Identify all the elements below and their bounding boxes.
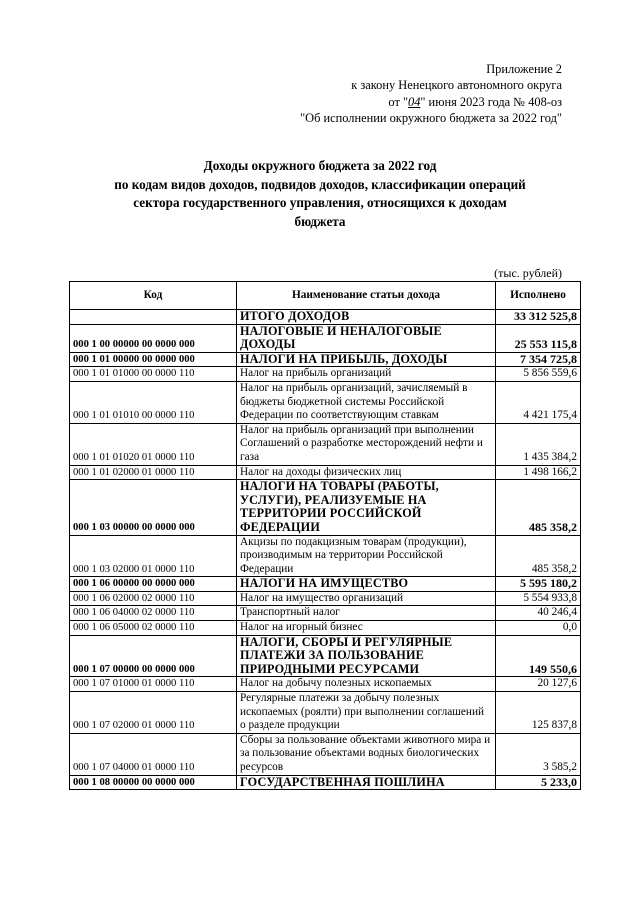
table-header-row	[70, 282, 581, 310]
cell-name: НАЛОГИ, СБОРЫ И РЕГУЛЯРНЫЕ ПЛАТЕЖИ ЗА ПОЛЬЗОВАНИЕ ПРИРОДНЫМИ РЕСУРСАМИ	[237, 635, 496, 677]
table-row	[70, 310, 581, 325]
appendix-header	[300, 61, 562, 127]
cell-code: 000 1 07 00000 00 0000 000	[70, 635, 237, 677]
cell-name: Налог на прибыль организаций	[237, 367, 496, 382]
table-row	[70, 692, 581, 734]
cell-code: 000 1 07 01000 01 0000 110	[70, 677, 237, 692]
cell-code: 000 1 01 01020 01 0000 110	[70, 423, 237, 465]
table-row	[70, 775, 581, 790]
cell-code: 000 1 01 01010 00 0000 110	[70, 381, 237, 423]
title-line-4: бюджета	[294, 213, 346, 229]
cell-code: 000 1 06 05000 02 0000 110	[70, 621, 237, 636]
table-row	[70, 733, 581, 775]
cell-amount: 5 856 559,6	[496, 367, 581, 382]
title-line-3: сектора государственного управления, относящихся к доходам	[133, 195, 507, 210]
table-row	[70, 367, 581, 382]
appendix-number: Приложение 2	[486, 62, 562, 76]
column-header-name: Наименование статьи дохода	[237, 282, 496, 310]
law-date	[300, 94, 562, 110]
table-row	[70, 577, 581, 592]
cell-amount: 5 233,0	[496, 775, 581, 790]
cell-name: НАЛОГОВЫЕ И НЕНАЛОГОВЫЕ ДОХОДЫ	[237, 324, 496, 352]
column-header-code: Код	[70, 282, 237, 310]
cell-name: Акцизы по подакцизным товарам (продукции), производимым на территории Российской Федерации	[237, 535, 496, 577]
law-title: "Об исполнении окружного бюджета за 2022 год"	[300, 111, 562, 126]
cell-amount: 485 358,2	[496, 535, 581, 577]
cell-amount: 33 312 525,8	[496, 310, 581, 325]
cell-name: Налог на доходы физических лиц	[237, 465, 496, 480]
cell-name: Налог на прибыль организаций, зачисляемый в бюджеты бюджетной системы Российской Федерации по соответствующим ставкам	[237, 381, 496, 423]
cell-code: 000 1 01 02000 01 0000 110	[70, 465, 237, 480]
cell-amount: 40 246,4	[496, 606, 581, 621]
cell-name: Налог на имущество организаций	[237, 591, 496, 606]
cell-amount: 5 554 933,8	[496, 591, 581, 606]
table-row	[70, 591, 581, 606]
cell-code: 000 1 03 02000 01 0000 110	[70, 535, 237, 577]
table-row	[70, 621, 581, 636]
cell-amount: 125 837,8	[496, 692, 581, 734]
law-date-prefix: от "	[388, 94, 409, 109]
document-title	[80, 157, 560, 231]
table-row	[70, 324, 581, 352]
table-row	[70, 606, 581, 621]
cell-amount: 4 421 175,4	[496, 381, 581, 423]
table-row	[70, 423, 581, 465]
cell-code: 000 1 01 00000 00 0000 000	[70, 352, 237, 367]
income-table	[69, 281, 581, 790]
table-row	[70, 465, 581, 480]
cell-name: ГОСУДАРСТВЕННАЯ ПОШЛИНА	[237, 775, 496, 790]
cell-code: 000 1 07 02000 01 0000 110	[70, 692, 237, 734]
cell-name: Налог на прибыль организаций при выполнении Соглашений о разработке месторождений нефти и газа	[237, 423, 496, 465]
cell-amount: 5 595 180,2	[496, 577, 581, 592]
cell-name: НАЛОГИ НА ТОВАРЫ (РАБОТЫ, УСЛУГИ), РЕАЛИЗУЕМЫЕ НА ТЕРРИТОРИИ РОССИЙСКОЙ ФЕДЕРАЦИИ	[237, 480, 496, 535]
cell-amount: 7 354 725,8	[496, 352, 581, 367]
cell-name: ИТОГО ДОХОДОВ	[237, 310, 496, 325]
cell-code: 000 1 06 02000 02 0000 110	[70, 591, 237, 606]
table-row	[70, 352, 581, 367]
cell-code: 000 1 06 04000 02 0000 110	[70, 606, 237, 621]
cell-code	[70, 310, 237, 325]
cell-name: Регулярные платежи за добычу полезных ископаемых (роялти) при выполнении соглашений о разделе продукции	[237, 692, 496, 734]
cell-name: НАЛОГИ НА ИМУЩЕСТВО	[237, 577, 496, 592]
cell-code: 000 1 03 00000 00 0000 000	[70, 480, 237, 535]
title-line-2: по кодам видов доходов, подвидов доходов, классификации операций	[114, 176, 526, 192]
cell-amount: 485 358,2	[496, 480, 581, 535]
cell-name: НАЛОГИ НА ПРИБЫЛЬ, ДОХОДЫ	[237, 352, 496, 367]
law-date-day: 04	[408, 94, 421, 109]
cell-amount: 149 550,6	[496, 635, 581, 677]
table-row	[70, 635, 581, 677]
cell-amount: 0,0	[496, 621, 581, 636]
law-date-suffix: " июня 2023 года № 408-оз	[420, 94, 562, 109]
cell-amount: 3 585,2	[496, 733, 581, 775]
units-label: (тыс. рублей)	[494, 266, 562, 280]
table-row	[70, 381, 581, 423]
table-row	[70, 480, 581, 535]
cell-name: Сборы за пользование объектами животного мира и за пользование объектами водных биологических ресурсов	[237, 733, 496, 775]
title-line-1: Доходы окружного бюджета за 2022 год	[203, 158, 437, 173]
cell-code: 000 1 06 00000 00 0000 000	[70, 577, 237, 592]
cell-code: 000 1 00 00000 00 0000 000	[70, 324, 237, 352]
cell-name: Транспортный налог	[237, 606, 496, 621]
cell-amount: 25 553 115,8	[496, 324, 581, 352]
cell-amount: 20 127,6	[496, 677, 581, 692]
law-reference: к закону Ненецкого автономного округа	[351, 78, 562, 93]
cell-name: Налог на игорный бизнес	[237, 621, 496, 636]
table-row	[70, 535, 581, 577]
cell-code: 000 1 08 00000 00 0000 000	[70, 775, 237, 790]
table-row	[70, 677, 581, 692]
cell-name: Налог на добычу полезных ископаемых	[237, 677, 496, 692]
cell-amount: 1 498 166,2	[496, 465, 581, 480]
cell-code: 000 1 07 04000 01 0000 110	[70, 733, 237, 775]
cell-code: 000 1 01 01000 00 0000 110	[70, 367, 237, 382]
column-header-amount: Исполнено	[496, 282, 581, 310]
cell-amount: 1 435 384,2	[496, 423, 581, 465]
